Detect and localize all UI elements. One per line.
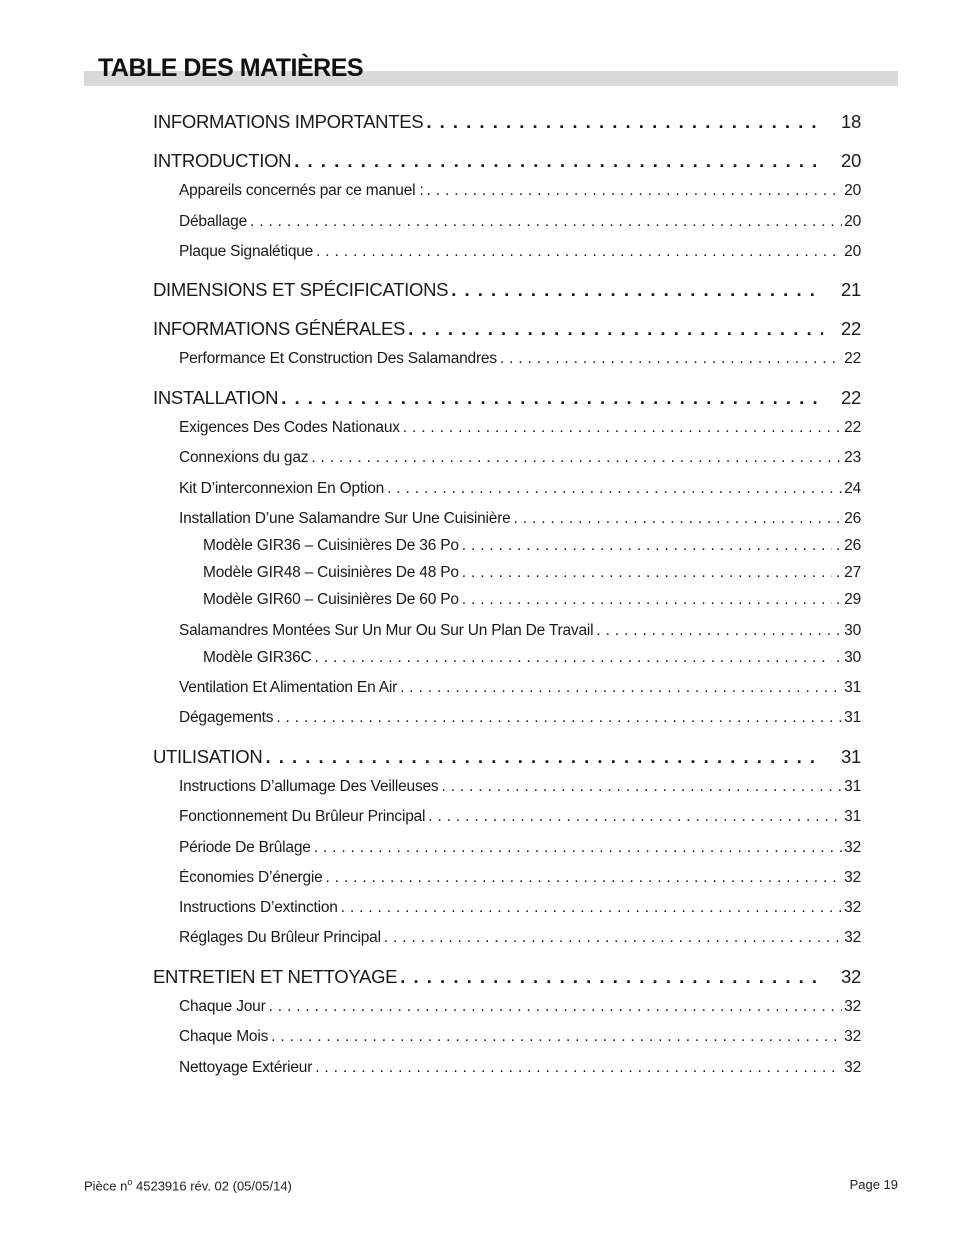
toc-section-entry[interactable] xyxy=(153,150,861,172)
toc-entry-page: 22 xyxy=(844,419,861,436)
toc-entry-page: 31 xyxy=(844,679,861,696)
toc-dot-leader xyxy=(265,746,823,768)
toc-subsection-entry[interactable] xyxy=(203,564,861,582)
toc-subsection-entry[interactable] xyxy=(179,899,861,917)
toc-subsection-entry[interactable] xyxy=(179,998,861,1016)
toc-section-entry[interactable] xyxy=(153,746,861,768)
toc-section-entry[interactable] xyxy=(153,318,861,340)
toc-entry-page: 32 xyxy=(844,1028,861,1045)
toc-entry-label: INSTALLATION xyxy=(153,387,279,408)
toc-entry-page: 20 xyxy=(844,213,861,230)
toc-entry-label: Dégagements xyxy=(179,709,274,726)
toc-section-entry[interactable] xyxy=(153,966,861,988)
toc-subsection-entry[interactable] xyxy=(179,839,861,857)
toc-dot-leader xyxy=(341,899,842,917)
toc-entry-label: Modèle GIR60 – Cuisinières De 60 Po xyxy=(203,591,459,608)
toc-entry-label: INTRODUCTION xyxy=(153,150,292,171)
toc-subsection-entry[interactable] xyxy=(179,213,861,231)
toc-entry-label: Exigences Des Codes Nationaux xyxy=(179,419,400,436)
toc-dot-leader xyxy=(400,966,823,988)
toc-subsection-entry[interactable] xyxy=(203,591,861,609)
toc-entry-label: Modèle GIR36C xyxy=(203,649,312,666)
toc-entry-page: . 29 xyxy=(835,591,861,608)
toc-entry-label: Salamandres Montées Sur Un Mur Ou Sur Un Plan De Travail xyxy=(179,622,594,639)
toc-entry-label: Performance Et Construction Des Salamandres xyxy=(179,350,497,367)
toc-entry-page: 32 xyxy=(844,839,861,856)
toc-subsection-entry[interactable] xyxy=(179,679,861,697)
toc-entry-page: 31 xyxy=(844,709,861,726)
toc-dot-leader xyxy=(428,808,842,826)
toc-subsection-entry[interactable] xyxy=(179,510,861,528)
toc-entry-page: 20 xyxy=(844,243,861,260)
toc-entry-label: Modèle GIR36 – Cuisinières De 36 Po xyxy=(203,537,459,554)
toc-dot-leader xyxy=(462,591,832,609)
toc-subsection-entry[interactable] xyxy=(179,350,861,368)
toc-entry-label: Plaque Signalétique xyxy=(179,243,314,260)
toc-entry-label: Instructions D’allumage Des Veilleuses xyxy=(179,778,439,795)
toc-subsection-entry[interactable] xyxy=(179,869,861,887)
toc-entry-page: 24 xyxy=(844,480,861,497)
toc-subsection-entry[interactable] xyxy=(179,709,861,727)
toc-entry-label: Déballage xyxy=(179,213,248,230)
part-number-superscript: o xyxy=(127,1177,133,1187)
toc-subsection-entry[interactable] xyxy=(203,537,861,555)
toc-subsection-entry[interactable] xyxy=(179,622,861,640)
toc-entry-label: Chaque Jour xyxy=(179,998,266,1015)
toc-entry-label: Réglages Du Brûleur Principal xyxy=(179,929,381,946)
toc-dot-leader xyxy=(596,622,842,640)
toc-entry-page: . 30 xyxy=(835,649,861,666)
part-number-rest: 4523916 rév. 02 (05/05/14) xyxy=(132,1178,292,1194)
toc-dot-leader xyxy=(316,243,842,261)
toc-subsection-entry[interactable] xyxy=(203,649,861,667)
toc-entry-page: 30 xyxy=(844,622,861,639)
toc-subsection-entry[interactable] xyxy=(179,808,861,826)
toc-entry-page: 32 xyxy=(844,929,861,946)
page-title: TABLE DES MATIÈRES xyxy=(98,54,364,82)
toc-subsection-entry[interactable] xyxy=(179,480,861,498)
toc-entry-label: Modèle GIR48 – Cuisinières De 48 Po xyxy=(203,564,459,581)
toc-dot-leader xyxy=(514,510,843,528)
toc-dot-leader xyxy=(427,182,843,200)
toc-entry-page: 26 xyxy=(844,510,861,527)
toc-dot-leader xyxy=(408,318,823,340)
toc-entry-label: INFORMATIONS IMPORTANTES xyxy=(153,111,424,132)
toc-entry-label: INFORMATIONS GÉNÉRALES xyxy=(153,318,406,339)
toc-dot-leader xyxy=(276,709,842,727)
toc-subsection-entry[interactable] xyxy=(179,419,861,437)
toc-entry-label: DIMENSIONS ET SPÉCIFICATIONS xyxy=(153,279,449,300)
toc-entry-label: ENTRETIEN ET NETTOYAGE xyxy=(153,966,398,987)
toc-subsection-entry[interactable] xyxy=(179,243,861,261)
toc-dot-leader xyxy=(315,649,832,667)
toc-entry-page: 22 xyxy=(844,350,861,367)
toc-entry-page: 31 xyxy=(844,808,861,825)
toc-entry-page: 31 xyxy=(841,746,861,767)
toc-section-entry[interactable] xyxy=(153,279,861,301)
toc-dot-leader xyxy=(500,350,842,368)
toc-entry-label: Chaque Mois xyxy=(179,1028,269,1045)
toc-entry-page: 21 xyxy=(841,279,861,300)
toc-entry-label: UTILISATION xyxy=(153,746,263,767)
toc-dot-leader xyxy=(403,419,842,437)
toc-entry-page: . 26 xyxy=(835,537,861,554)
toc-dot-leader xyxy=(384,929,842,947)
toc-dot-leader xyxy=(441,778,842,796)
toc-dot-leader xyxy=(400,679,842,697)
toc-entry-label: Période De Brûlage xyxy=(179,839,311,856)
toc-entry-label: Installation D’une Salamandre Sur Une Cuisinière xyxy=(179,510,511,527)
toc-entry-page: 22 xyxy=(841,318,861,339)
toc-dot-leader xyxy=(462,564,832,582)
toc-section-entry[interactable] xyxy=(153,387,861,409)
toc-dot-leader xyxy=(269,998,843,1016)
toc-dot-leader xyxy=(271,1028,842,1046)
toc-entry-page: 23 xyxy=(844,449,861,466)
toc-dot-leader xyxy=(426,111,823,133)
toc-entry-label: Ventilation Et Alimentation En Air xyxy=(179,679,398,696)
toc-dot-leader xyxy=(462,537,832,555)
toc-entry-page: 20 xyxy=(841,150,861,171)
page-number: Page 19 xyxy=(849,1177,898,1192)
toc-subsection-entry[interactable] xyxy=(179,1028,861,1046)
toc-entry-label: Kit D’interconnexion En Option xyxy=(179,480,385,497)
toc-entry-page: 32 xyxy=(844,899,861,916)
toc-entry-page: . 27 xyxy=(835,564,861,581)
toc-dot-leader xyxy=(315,1059,842,1077)
toc-dot-leader xyxy=(294,150,823,172)
toc-dot-leader xyxy=(451,279,823,301)
toc-entry-label: Instructions D’extinction xyxy=(179,899,338,916)
toc-entry-label: Nettoyage Extérieur xyxy=(179,1059,313,1076)
toc-entry-page: 32 xyxy=(844,869,861,886)
toc-entry-page: 18 xyxy=(841,111,861,132)
toc-subsection-entry[interactable] xyxy=(179,1059,861,1077)
toc-section-entry[interactable] xyxy=(153,111,861,133)
toc-dot-leader xyxy=(326,869,843,887)
toc-entry-label: Fonctionnement Du Brûleur Principal xyxy=(179,808,426,825)
toc-subsection-entry[interactable] xyxy=(179,778,861,796)
toc-dot-leader xyxy=(250,213,842,231)
toc-entry-page: 32 xyxy=(844,1059,861,1076)
part-number-prefix: Pièce n xyxy=(84,1178,128,1194)
toc-subsection-entry[interactable] xyxy=(179,929,861,947)
part-number xyxy=(84,1177,292,1193)
toc-entry-label: Économies D’énergie xyxy=(179,869,323,886)
toc-subsection-entry[interactable] xyxy=(179,182,861,200)
toc-entry-label: Appareils concernés par ce manuel : xyxy=(179,182,424,199)
toc-dot-leader xyxy=(311,449,842,467)
toc-entry-page: 32 xyxy=(844,998,861,1015)
toc-dot-leader xyxy=(314,839,842,857)
toc-entry-page: 31 xyxy=(844,778,861,795)
toc-dot-leader xyxy=(281,387,823,409)
toc-subsection-entry[interactable] xyxy=(179,449,861,467)
toc-dot-leader xyxy=(387,480,842,498)
toc-entry-label: Connexions du gaz xyxy=(179,449,309,466)
toc-entry-page: 22 xyxy=(841,387,861,408)
toc-entry-page: 20 xyxy=(844,182,861,199)
toc-entry-page: 32 xyxy=(841,966,861,987)
